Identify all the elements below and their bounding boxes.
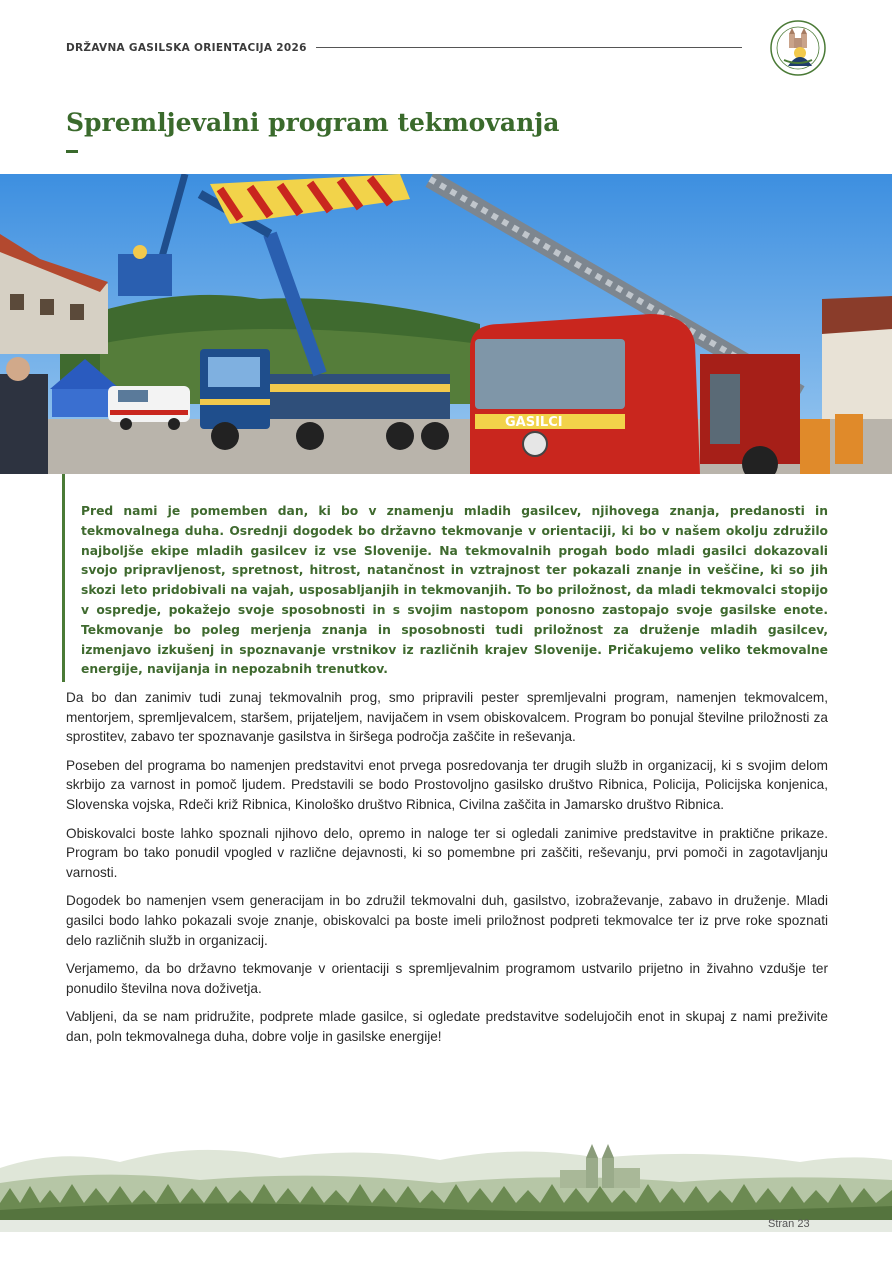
paragraph: Verjamemo, da bo državno tekmovanje v orientaciji s spremljevalnim programom ustvarilo prijetno in živahno vzdušje ter ponudilo številna nova doživetja.	[66, 961, 828, 996]
fire-trucks-photo	[0, 174, 892, 474]
paragraph: Da bo dan zanimiv tudi zunaj tekmovalnih prog, smo pripravili pester spremljevalni program, namenjen tekmovalcem, mentorjem, spremljevalcem, staršem, prijateljem, navijačem in vsem obiskovalcem. Program bo ponujal številne priložnosti za sprostitev, zabavo ter spoznavanje gasilstva in širšega področja zaščite in reševanja.	[66, 690, 828, 745]
paragraph: Obiskovalci boste lahko spoznali njihovo delo, opremo in naloge ter si ogledali zanimive predstavitve in praktične prikaze. Program bo tako ponudil vpogled v različne dejavnosti, ki so pomembne pri zaščiti, reševanju, prvi pomoči in zagotavljanju varnosti.	[66, 825, 828, 880]
truck-lettering: GASILCI	[505, 415, 563, 430]
header-title: DRŽAVNA GASILSKA ORIENTACIJA 2026	[66, 42, 307, 54]
page-number: Stran 23	[768, 1218, 810, 1230]
header-rule	[316, 47, 742, 48]
page-header	[66, 40, 826, 80]
article-body	[66, 688, 828, 1056]
forest-hills-church-illustration	[0, 1128, 892, 1232]
intro-text: Pred nami je pomemben dan, ki bo v znamenju mladih gasilcev, njihovega znanja, predanosti in tekmovalnega duha. Osrednji dogodek bo državno tekmovanje v orientaciji, ki bo v našem okolju združilo najboljše ekipe mladih gasilcev iz vse Slovenije. Na tekmovalnih progah bodo mladi gasilci dokazovali svojo pripravljenost, spretnost, hitrost, natančnost in vztrajnost ter pokazali znanje in veščine, ki so jih skozi leto pridobivali na vajah, usposabljanjih in tekmovanjih. To bo priložnost, da mladi tekmovalci stopijo v ospredje, pokažejo svoje sposobnosti in s svojim nastopom ponosno zastopajo svoje gasilske enote. Tekmovanje bo poleg merjenja znanja in sposobnosti tudi priložnost za druženje mladih gasilcev, izmenjavo izkušenj in spoznavanje vrstnikov iz različnih krajev Slovenije. Pričakujemo veliko tekmovalne energije, navijanja in nepozabnih trenutkov.	[81, 504, 828, 677]
title-accent-dash	[66, 150, 78, 153]
paragraph: Poseben del programa bo namenjen predstavitvi enot prvega posredovanja ter drugih služb in organizacij, ki s svojim delom skrbijo za varnost in pomoč ljudem. Predstavili se bodo Prostovoljno gasilsko društvo Ribnica, Policija, Policijska konjenica, Slovenska vojska, Rdeči križ Ribnica, Kinološko društvo Ribnica, Civilna zaščita in Jamarsko društvo Ribnica.	[66, 757, 828, 812]
paragraph: Vabljeni, da se nam pridružite, podprete mlade gasilce, si ogledate predstavitve sodelujočih enot in skupaj z nami preživite dan, poln tekmovalnega duha, dobre volje in gasilske energije!	[66, 1009, 828, 1044]
intro-highlight	[62, 474, 828, 682]
paragraph: Dogodek bo namenjen vsem generacijam in bo združil tekmovalni duh, gasilstvo, izobraževanje, zabavo in druženje. Mladi gasilci bodo lahko pokazali svoje znanje, obiskovalci pa boste imeli priložnost podpreti tekmovalce ter iz prve roke spoznati delo različnih služb in organizacij.	[66, 893, 828, 948]
fire-brigade-emblem-icon	[770, 20, 826, 76]
page-title: Spremljevalni program tekmovanja	[66, 108, 560, 137]
